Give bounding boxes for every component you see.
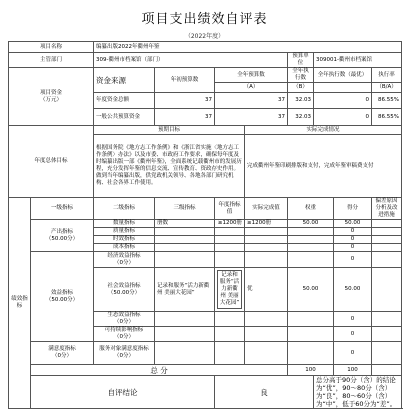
- total-label: 总 分: [31, 365, 288, 376]
- social-actual: 优: [245, 268, 288, 312]
- sustain-indicator: 可持续影响指标 （0分）: [94, 327, 155, 342]
- quality-score: 0: [334, 228, 372, 236]
- conclusion-value: 良: [215, 376, 314, 409]
- funds-initial-header: 年初预算数: [155, 68, 215, 93]
- econ-indicator: 经济效益指标 （0分）: [94, 252, 155, 268]
- header-reason: 偏差原因分析及改进措施: [372, 198, 402, 220]
- funds-letter-b: （B）: [288, 83, 314, 93]
- econ-score: 0: [334, 252, 372, 268]
- funds-rate-header: 执行率: [372, 68, 402, 83]
- quality-indicator: 质量指标: [94, 228, 155, 236]
- output-label: 产出指标 （50.00分）: [31, 220, 94, 252]
- funds-row-total-rate: 86.55%: [372, 93, 402, 109]
- satisfaction-score: 0: [334, 342, 372, 365]
- header-level1: 一级指标: [31, 198, 94, 220]
- satisfaction-label: 满意度指标 （0分）: [31, 342, 94, 365]
- social-indicator: 社会效益指标 （50.00分）: [94, 268, 155, 312]
- qty-weight: 50.00: [288, 220, 334, 228]
- header-level3: 三级指标: [155, 198, 215, 220]
- header-score: 得分: [334, 198, 372, 220]
- funds-source-header: 资金来源: [94, 68, 155, 93]
- evaluation-table: [8, 41, 402, 409]
- funds-row-total-executed: 32.03: [288, 93, 314, 109]
- qty-indicator: 数量指标: [94, 220, 155, 228]
- funds-score-header: 全年执行数（最优）: [314, 68, 372, 83]
- time-score: 0: [334, 236, 372, 244]
- funds-row-public-rate: 86.55%: [372, 109, 402, 126]
- eco-indicator: 生态效益指标 （0分）: [94, 312, 155, 327]
- goal-expected-text: 根据国务院《地方志工作条例》和《浙江省实施〈地方志工作条例〉办法》以及市委、市政府工作要求，确保每年度及时编纂出版一部《衢州年鉴》，全面系统记载衢州市的发展历程，充分发挥年鉴的信息交流、宣传教育、资政存史作用。做到当年编纂出版，供党政机关领导、各地各部门研究机构、社会各界工作使用。: [94, 135, 245, 198]
- funds-annual-header: 全年预算数: [215, 68, 288, 83]
- qty-item: 册数: [155, 220, 215, 228]
- funds-executed-header: 全年执行数: [288, 68, 314, 83]
- header-target: 年度指标值: [215, 198, 245, 220]
- header-weight: 权重: [288, 198, 334, 220]
- qty-target: ≥1200册: [215, 220, 245, 228]
- funds-row-public-annual: 37: [215, 109, 288, 126]
- funds-letter-a: （A）: [215, 83, 288, 93]
- unit-label: 预算单位: [288, 53, 314, 68]
- goal-actual-header: 实际完成情况: [245, 126, 402, 135]
- goal-expected-header: 预期目标: [94, 126, 245, 135]
- social-item: 记录和服务“活力新衢州 美丽大花园”: [155, 268, 215, 312]
- sustain-score: 0: [334, 327, 372, 342]
- funds-row-public-initial: 37: [155, 109, 215, 126]
- social-score: 50.00: [334, 268, 372, 312]
- year-label: （2022年度）: [184, 33, 225, 40]
- funds-row-public-executed: 32.03: [288, 109, 314, 126]
- conclusion-label: 自评结论: [31, 376, 215, 409]
- social-weight: 50.00: [288, 268, 334, 312]
- funds-row-public-source: 一般公共预算资金: [94, 109, 155, 126]
- funds-row-total-score: 0: [314, 93, 372, 109]
- cost-indicator: 成本指标: [94, 244, 155, 252]
- total-score: 100: [334, 365, 372, 376]
- page-title: 项目支出绩效自评表: [141, 12, 268, 27]
- time-indicator: 时效指标: [94, 236, 155, 244]
- funds-label: 项目资金 （万元）: [9, 68, 94, 126]
- unit-value: 309001-衢州市档案馆: [314, 53, 402, 68]
- project-name-label: 项目名称: [9, 42, 94, 53]
- dept-label: 主管部门: [9, 53, 94, 68]
- funds-letter-ba: （B/A）: [372, 83, 402, 93]
- satisfaction-sub: 服务对象满意度指标 （0分）: [94, 342, 155, 365]
- total-weight: 100: [288, 365, 334, 376]
- project-name-value: 编纂出版2022年衢州年鉴: [94, 42, 402, 53]
- goal-label: 年度总体目标: [9, 126, 94, 198]
- qty-score: 50.00: [334, 220, 372, 228]
- funds-row-public-score: 0: [314, 109, 372, 126]
- goal-actual-text: 完成衢州年鉴印刷排版和支付，完成年鉴审稿费支付: [245, 135, 402, 198]
- cost-score: 0: [334, 244, 372, 252]
- qty-actual: ≥1200册: [245, 220, 288, 228]
- funds-row-total-source: 年度资金总额: [94, 93, 155, 109]
- header-actual: 实际完成值: [245, 198, 288, 220]
- funds-row-total-initial: 37: [155, 93, 215, 109]
- indicators-section-label: 绩效指标: [9, 198, 31, 409]
- dept-value: 309-衢州市档案馆（部门）: [94, 53, 288, 68]
- funds-row-total-annual: 37: [215, 93, 288, 109]
- social-target: 记录和服务“活力新衢州 美丽大花园”: [217, 270, 242, 309]
- benefit-label: 效益指标 （50.00分）: [31, 252, 94, 342]
- eco-score: 0: [334, 312, 372, 327]
- conclusion-note: 总分高于90分（含）的结论为“优”，90～80分（含）为“良”，80～60分（含）为“中”，低于60分为“差”。: [314, 376, 402, 409]
- header-level2: 二级指标: [94, 198, 155, 220]
